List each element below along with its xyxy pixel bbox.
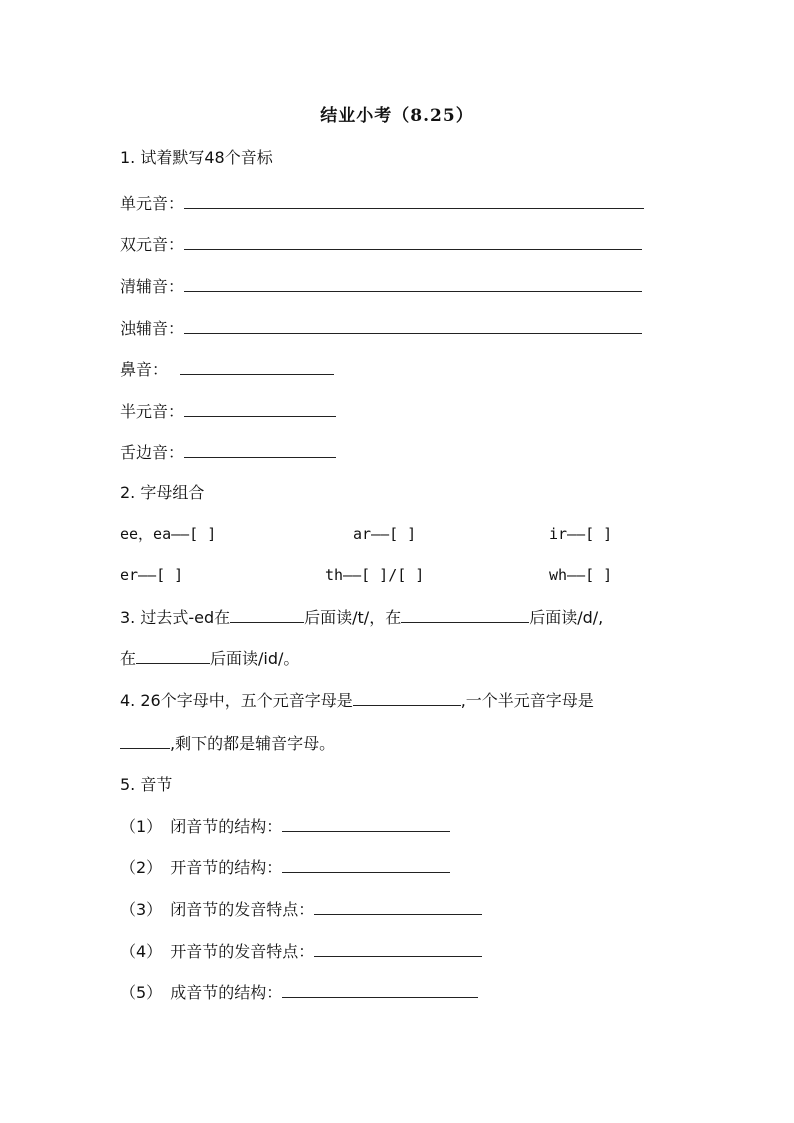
item-label: 成音节的结构： xyxy=(170,983,283,1002)
q4-line-1 xyxy=(120,688,594,712)
q1-row-voiced-consonants xyxy=(120,315,642,339)
q1-row-semivowels xyxy=(120,398,336,422)
q2-item-ir: ir——[ ] xyxy=(549,525,613,543)
q3-text: 在 xyxy=(120,649,137,668)
answer-line[interactable] xyxy=(184,315,642,334)
item-label: 闭音节的发音特点： xyxy=(170,900,315,919)
answer-line[interactable] xyxy=(314,939,482,957)
q1-row-voiceless-consonants xyxy=(120,273,642,297)
q1-row-diphthongs xyxy=(120,231,642,255)
answer-line[interactable] xyxy=(282,980,478,998)
answer-line[interactable] xyxy=(282,814,450,832)
q5-item-1 xyxy=(120,814,450,838)
q4-text: ,一个半元音字母是 xyxy=(460,691,594,710)
row-label: 鼻音： xyxy=(120,360,169,379)
answer-line[interactable] xyxy=(184,273,642,292)
answer-line[interactable] xyxy=(184,190,644,209)
answer-line[interactable] xyxy=(120,731,170,749)
row-label: 双元音： xyxy=(120,235,185,254)
q4-line-2 xyxy=(120,731,335,755)
row-label: 清辅音： xyxy=(120,277,185,296)
q4-text: 4. 26个字母中，五个元音字母是 xyxy=(120,691,353,710)
item-label: 开音节的发音特点： xyxy=(170,942,315,961)
q2-item-ar: ar——[ ] xyxy=(353,525,417,543)
item-number: （4） xyxy=(120,942,163,961)
item-label: 开音节的结构： xyxy=(170,858,283,877)
item-number: （2） xyxy=(120,858,163,877)
q1-heading: 1. 试着默写48个音标 xyxy=(120,148,273,167)
q2-item-ee-ea: ee，ea——[ ] xyxy=(120,525,217,543)
item-number: （1） xyxy=(120,817,163,836)
answer-line[interactable] xyxy=(314,897,482,915)
answer-line[interactable] xyxy=(353,688,461,706)
q3-text: 后面读/d/, xyxy=(529,608,604,627)
row-label: 半元音： xyxy=(120,402,185,421)
answer-line[interactable] xyxy=(401,605,529,623)
q5-item-4 xyxy=(120,939,482,963)
answer-line[interactable] xyxy=(184,231,642,250)
answer-line[interactable] xyxy=(184,439,336,458)
q1-row-nasals xyxy=(120,356,334,380)
q3-text: 后面读/id/。 xyxy=(210,649,300,668)
q2-item-er: er——[ ] xyxy=(120,566,184,584)
row-label: 舌边音： xyxy=(120,443,185,462)
q4-text: ,剩下的都是辅音字母。 xyxy=(170,734,336,753)
q1-row-monophthongs xyxy=(120,190,644,214)
q3-text: 3. 过去式-ed在 xyxy=(120,608,231,627)
row-label: 浊辅音： xyxy=(120,319,185,338)
q3-line-2 xyxy=(120,646,299,670)
q3-line-1 xyxy=(120,605,603,629)
q1-row-lateral xyxy=(120,439,336,463)
q2-item-wh: wh——[ ] xyxy=(549,566,613,584)
q2-heading: 2. 字母组合 xyxy=(120,483,205,502)
q5-item-2 xyxy=(120,855,450,879)
page-title: 结业小考（8.25） xyxy=(320,106,474,126)
row-label: 单元音： xyxy=(120,194,185,213)
item-label: 闭音节的结构： xyxy=(170,817,283,836)
item-number: （5） xyxy=(120,983,163,1002)
answer-line[interactable] xyxy=(136,646,210,664)
q5-item-3 xyxy=(120,897,482,921)
q3-text: 后面读/t/，在 xyxy=(304,608,402,627)
answer-line[interactable] xyxy=(282,855,450,873)
answer-line[interactable] xyxy=(230,605,304,623)
q5-item-5 xyxy=(120,980,478,1004)
answer-line[interactable] xyxy=(184,398,336,417)
item-number: （3） xyxy=(120,900,163,919)
answer-line[interactable] xyxy=(180,356,334,375)
q5-heading: 5. 音节 xyxy=(120,775,173,794)
q2-item-th: th——[ ]/[ ] xyxy=(325,566,425,584)
